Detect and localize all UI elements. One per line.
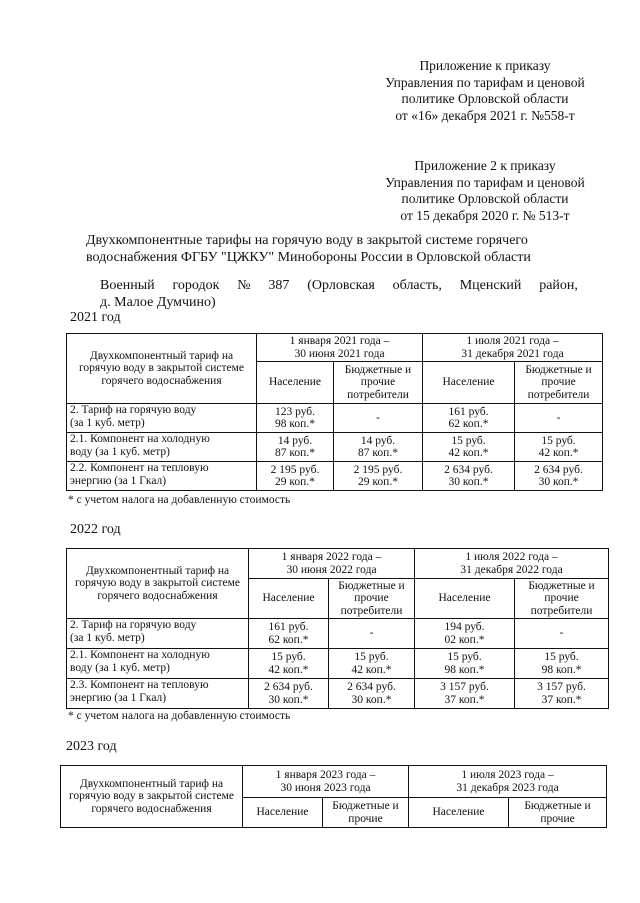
- order-appendix-header: [340, 58, 630, 124]
- header-line: от 15 декабря 2020 г. № 513-т: [400, 207, 570, 223]
- column-header-budget: Бюджетные и прочие: [323, 798, 409, 828]
- table-label-header: Двухкомпонентный тариф на горячую воду в закрытой системе горячего водоснабжения: [67, 549, 249, 619]
- title-line: водоснабжения ФГБУ "ЦЖКУ" Минобороны России в Орловской области: [86, 250, 531, 265]
- row-label: 2. Тариф на горячую воду (за 1 куб. метр): [67, 619, 249, 649]
- tariff-value: 2 195 руб. 29 коп.*: [257, 462, 334, 491]
- location-word: (Орловская: [307, 278, 375, 293]
- tariff-value: 15 руб. 42 коп.*: [423, 433, 515, 462]
- tariff-value: 15 руб. 98 коп.*: [415, 649, 515, 679]
- location-word: район,: [539, 278, 578, 293]
- row-label: 2. Тариф на горячую воду (за 1 куб. метр): [67, 404, 257, 433]
- column-header-budget: Бюджетные и прочие: [509, 798, 607, 828]
- period-header: 1 января 2022 года – 30 июня 2022 года: [249, 549, 415, 579]
- column-header-population: Население: [409, 798, 509, 828]
- tariff-value: 15 руб. 42 коп.*: [515, 433, 603, 462]
- location-word: Военный: [100, 278, 155, 293]
- column-header-budget: Бюджетные и прочие потребители: [329, 579, 415, 619]
- table-label-header: Двухкомпонентный тариф на горячую воду в закрытой системе горячего водоснабжения: [67, 334, 257, 404]
- header-line: от «16» декабря 2021 г. №558-т: [395, 107, 575, 123]
- row-label: 2.1. Компонент на холодную воду (за 1 куб. метр): [67, 433, 257, 462]
- tariff-value: 15 руб. 42 коп.*: [329, 649, 415, 679]
- period-header: 1 июля 2022 года – 31 декабря 2022 года: [415, 549, 609, 579]
- table-row: [67, 619, 609, 649]
- year-heading: 2023 год: [66, 739, 117, 754]
- tariff-value: 3 157 руб. 37 коп.*: [515, 679, 609, 709]
- vat-footnote: * с учетом налога на добавленную стоимость: [68, 710, 291, 722]
- table-row: [67, 679, 609, 709]
- column-header-budget: Бюджетные и прочие потребители: [334, 362, 423, 404]
- table-row: [67, 433, 603, 462]
- header-line: политике Орловской области: [401, 191, 569, 206]
- location-word: область,: [392, 278, 442, 293]
- tariff-value: -: [329, 619, 415, 649]
- tariff-value: 2 634 руб. 30 коп.*: [249, 679, 329, 709]
- vat-footnote: * с учетом налога на добавленную стоимость: [68, 494, 291, 506]
- table-row: [67, 649, 609, 679]
- header-line: Управления по тарифам и ценовой: [385, 74, 585, 90]
- row-label: 2.3. Компонент на тепловую энергию (за 1 Гкал): [67, 679, 249, 709]
- header-line: Приложение 2 к приказу: [414, 158, 556, 173]
- column-header-population: Население: [415, 579, 515, 619]
- tariff-value: 2 634 руб. 30 коп.*: [423, 462, 515, 491]
- period-header: 1 июля 2023 года – 31 декабря 2023 года: [409, 766, 607, 798]
- tariff-value: 14 руб. 87 коп.*: [257, 433, 334, 462]
- table-row: [67, 404, 603, 433]
- column-header-population: Население: [423, 362, 515, 404]
- period-header: 1 января 2023 года – 30 июня 2023 года: [243, 766, 409, 798]
- tariff-table-2021: [66, 333, 603, 491]
- tariff-value: 161 руб. 62 коп.*: [249, 619, 329, 649]
- header-line: Приложение к приказу: [419, 58, 551, 73]
- tariff-table-2023: [60, 765, 607, 828]
- column-header-population: Население: [257, 362, 334, 404]
- tariff-table-2022: [66, 548, 609, 709]
- header-line: политике Орловской области: [401, 91, 569, 106]
- period-header: 1 января 2021 года – 30 июня 2021 года: [257, 334, 423, 362]
- tariff-value: 2 195 руб. 29 коп.*: [334, 462, 423, 491]
- row-label: 2.1. Компонент на холодную воду (за 1 куб. метр): [67, 649, 249, 679]
- header-line: Управления по тарифам и ценовой: [385, 174, 585, 190]
- column-header-budget: Бюджетные и прочие потребители: [515, 362, 603, 404]
- tariff-value: 15 руб. 42 коп.*: [249, 649, 329, 679]
- location-word: Мценский: [459, 278, 522, 293]
- column-header-budget: Бюджетные и прочие потребители: [515, 579, 609, 619]
- tariff-value: -: [515, 619, 609, 649]
- tariff-value: 123 руб. 98 коп.*: [257, 404, 334, 433]
- title-line: Двухкомпонентные тарифы на горячую воду в закрытой системе горячего: [86, 233, 528, 248]
- appendix-2-header: [340, 158, 630, 224]
- table-label-header: Двухкомпонентный тариф на горячую воду в закрытой системе горячего водоснабжения: [61, 766, 243, 828]
- location-word: №: [237, 278, 251, 293]
- column-header-population: Население: [249, 579, 329, 619]
- tariff-value: 3 157 руб. 37 коп.*: [415, 679, 515, 709]
- year-heading: 2021 год: [70, 310, 121, 325]
- tariff-value: 2 634 руб. 30 коп.*: [329, 679, 415, 709]
- location-word: 387: [268, 278, 290, 293]
- tariff-value: 14 руб. 87 коп.*: [334, 433, 423, 462]
- tariff-value: -: [334, 404, 423, 433]
- document-title: [86, 232, 586, 266]
- tariff-value: 15 руб. 98 коп.*: [515, 649, 609, 679]
- tariff-value: -: [515, 404, 603, 433]
- location-line-2: д. Малое Думчино): [100, 295, 216, 310]
- period-header: 1 июля 2021 года – 31 декабря 2021 года: [423, 334, 603, 362]
- location: [100, 277, 578, 311]
- tariff-value: 194 руб. 02 коп.*: [415, 619, 515, 649]
- year-heading: 2022 год: [70, 522, 121, 537]
- table-row: [67, 462, 603, 491]
- location-word: городок: [172, 278, 220, 293]
- tariff-value: 161 руб. 62 коп.*: [423, 404, 515, 433]
- location-line-1: [100, 277, 578, 294]
- row-label: 2.2. Компонент на тепловую энергию (за 1 Гкал): [67, 462, 257, 491]
- column-header-population: Население: [243, 798, 323, 828]
- tariff-value: 2 634 руб. 30 коп.*: [515, 462, 603, 491]
